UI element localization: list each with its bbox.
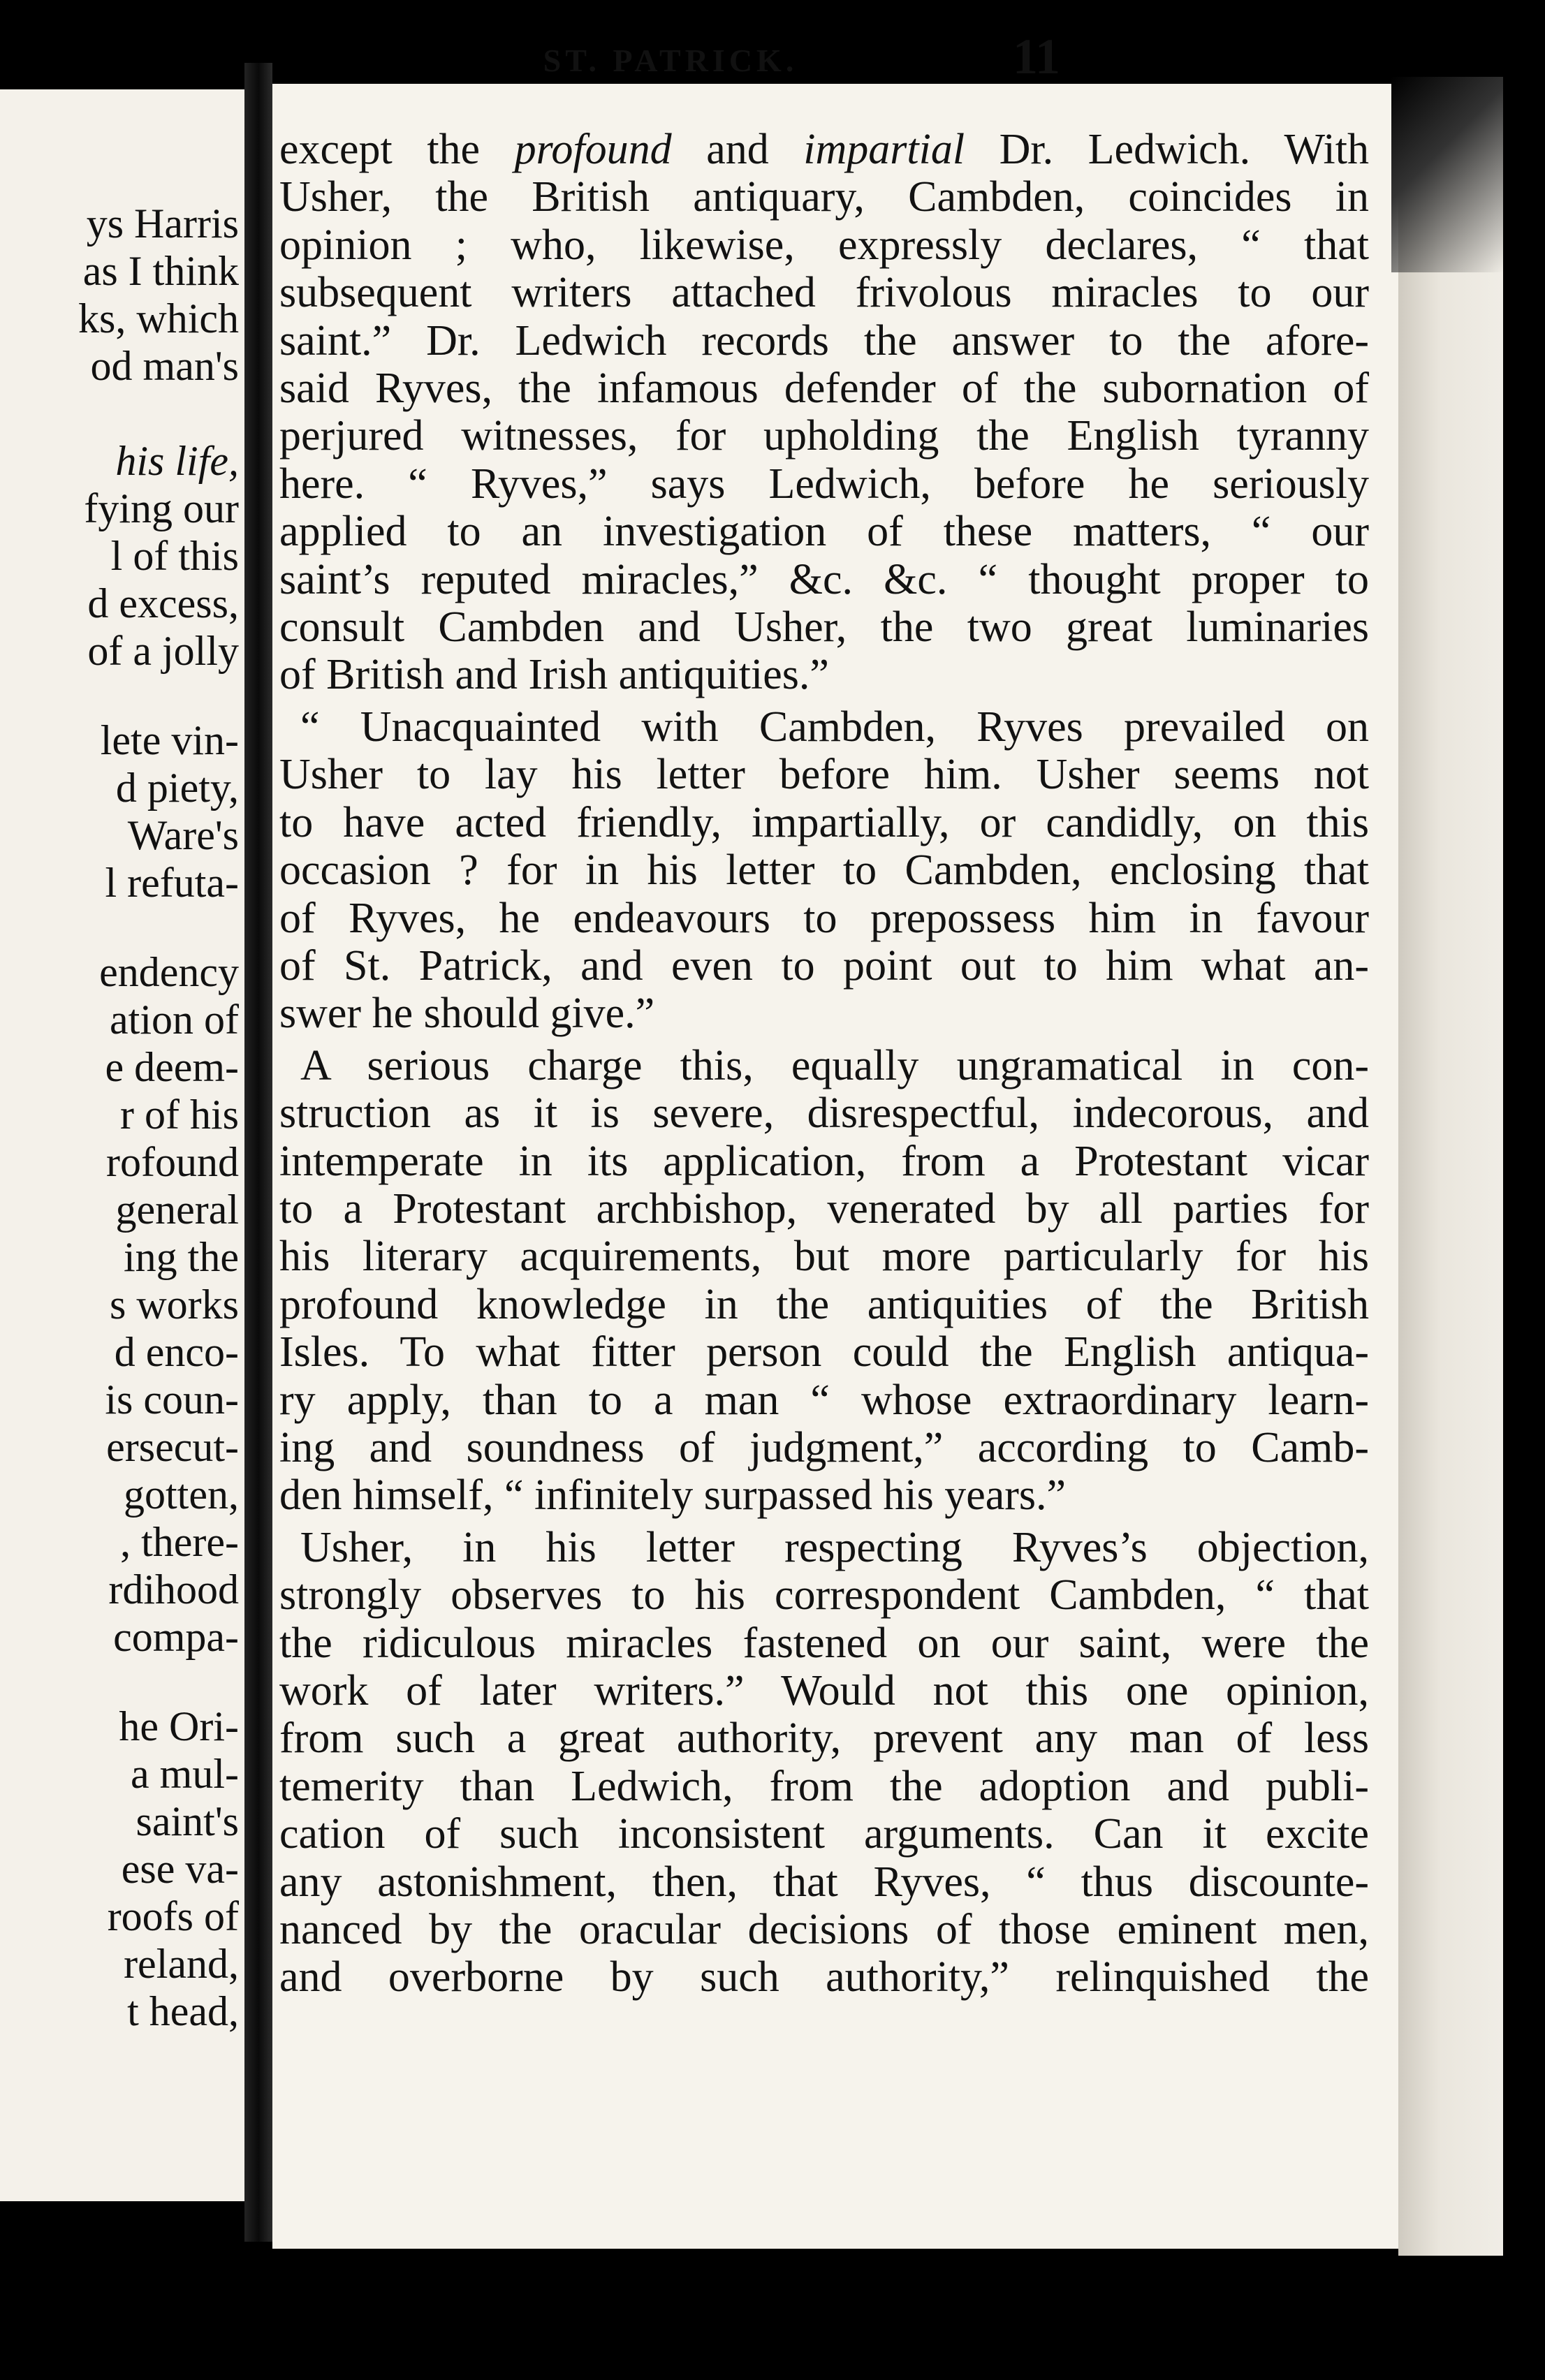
text-line: from such a great authority, prevent any man of less (279, 1714, 1369, 1763)
left-page-line: ing the (124, 1234, 239, 1280)
left-page-line: l of this (110, 533, 239, 579)
text-line: den himself, “ infinitely surpassed his years.” (279, 1471, 1067, 1520)
left-page-line: of a jolly (87, 628, 239, 674)
emphasis: profound (514, 126, 672, 173)
text-line: work of later writers.” Would not this one opinion, (279, 1667, 1369, 1714)
text-line: Usher, in his letter respecting Ryves’s objection, (300, 1523, 1369, 1571)
left-page-fragment (0, 89, 244, 2201)
text-line: said Ryves, the infamous defender of the subornation of (279, 365, 1369, 413)
text-line: subsequent writers attached frivolous miracles to our (279, 269, 1369, 317)
text-line: of Ryves, he endeavours to prepossess him in favour (279, 894, 1369, 942)
text-line: opinion ; who, likewise, expressly declares, “ that (279, 221, 1369, 269)
left-page-line: general (115, 1187, 239, 1233)
left-page-line: e deem- (105, 1044, 239, 1090)
left-page-line: , there- (120, 1519, 239, 1565)
left-page-line: ation of (110, 997, 239, 1043)
text-line: his literary acquirements, but more particularly for his (279, 1233, 1369, 1281)
left-page-line: ersecut- (106, 1424, 239, 1470)
left-page-line: compa- (113, 1614, 239, 1660)
text-line: and overborne by such authority,” relinquished the (279, 1953, 1369, 2001)
text-line: temerity than Ledwich, from the adoption and publi- (279, 1762, 1369, 1810)
text-line: to have acted friendly, impartially, or candidly, on this (279, 798, 1369, 846)
paragraph (279, 1524, 1369, 2001)
page-edge (1398, 77, 1503, 2256)
left-page-line: d piety, (115, 765, 239, 811)
text-line: any astonishment, then, that Ryves, “ thus discounte- (279, 1858, 1369, 1906)
running-head: ST. PATRICK. (543, 43, 798, 78)
left-page-line: l refuta- (105, 860, 239, 906)
left-page-line: s works (109, 1281, 239, 1328)
book-gutter (244, 63, 272, 2242)
left-page-line: he Ori- (119, 1703, 239, 1749)
left-page-line: rdihood (108, 1566, 239, 1613)
left-page-line: as I think (82, 248, 239, 294)
text-line: the ridiculous miracles fastened on our saint, were the (279, 1619, 1369, 1667)
text-line: except the profound and impartial Dr. Ledwich. With (279, 126, 1369, 173)
text-line: occasion ? for in his letter to Cambden, enclosing that (279, 846, 1369, 895)
left-page-line: ese va- (121, 1846, 239, 1892)
text-line: ing and soundness of judgment,” according to Camb- (279, 1423, 1369, 1471)
page-corner-fold (1391, 77, 1503, 272)
left-page-line: a mul- (131, 1751, 239, 1797)
left-page-line: ks, which (78, 295, 239, 341)
text-line: Isles. To what fitter person could the English antiqua- (279, 1328, 1369, 1376)
paragraph (279, 126, 1369, 699)
left-page-line: rofound (106, 1139, 239, 1185)
text-line: perjured witnesses, for upholding the English tyranny (279, 412, 1369, 460)
left-page-line: reland, (124, 1941, 239, 1987)
left-page-line: fying our (84, 485, 239, 531)
left-page-line: Ware's (127, 812, 239, 858)
text-line: nanced by the oracular decisions of those eminent men, (279, 1906, 1369, 1954)
text-line: A serious charge this, equally ungramatical in con- (300, 1041, 1369, 1089)
text-line: of St. Patrick, and even to point out to him what an- (279, 941, 1369, 990)
text-line: Usher to lay his letter before him. Usher seems not (279, 751, 1369, 799)
text-line: profound knowledge in the antiquities of the British (279, 1280, 1369, 1328)
text-line: “ Unacquainted with Cambden, Ryves prevailed on (300, 703, 1369, 751)
text-line: swer he should give.” (279, 990, 655, 1038)
text-line: intemperate in its application, from a Protestant vicar (279, 1137, 1369, 1185)
text-line: of British and Irish antiquities.” (279, 651, 829, 699)
paragraph (279, 1042, 1369, 1520)
emphasis: impartial (803, 126, 965, 173)
left-page-line: r of his (120, 1092, 239, 1138)
left-page-line: roofs of (107, 1893, 239, 1939)
left-page-line: is coun- (105, 1376, 239, 1423)
left-page-line: saint's (136, 1798, 239, 1844)
text-line: ry apply, than to a man “ whose extraordinary learn- (279, 1376, 1369, 1424)
paragraph (279, 703, 1369, 1038)
text-line: here. “ Ryves,” says Ledwich, before he seriously (279, 460, 1369, 508)
text-line: consult Cambden and Usher, the two great luminaries (279, 603, 1369, 652)
text-line: strongly observes to his correspondent Cambden, “ that (279, 1571, 1369, 1619)
text-line: saint’s reputed miracles,” &c. &c. “ thought proper to (279, 555, 1369, 603)
text-line: applied to an investigation of these matters, “ our (279, 508, 1369, 556)
left-page-line: od man's (90, 343, 239, 389)
left-page-line: d enco- (114, 1329, 239, 1375)
left-page-line: gotten, (124, 1471, 239, 1518)
text-line: Usher, the British antiquary, Cambden, coincides in (279, 173, 1369, 221)
left-page-line: his life, (115, 438, 239, 484)
left-page-line: endency (99, 949, 239, 995)
text-line: struction as it is severe, disrespectful, indecorous, and (279, 1089, 1369, 1138)
left-page-line: lete vin- (100, 717, 239, 763)
left-page-line: d excess, (87, 580, 239, 626)
text-line: saint.” Dr. Ledwich records the answer to the afore- (279, 316, 1369, 365)
text-line: cation of such inconsistent arguments. Can it excite (279, 1810, 1369, 1858)
body-text (279, 126, 1369, 2001)
left-page-line: t head, (127, 1988, 239, 2034)
page-number: 11 (1013, 29, 1061, 85)
text-line: to a Protestant archbishop, venerated by all parties for (279, 1184, 1369, 1233)
left-page-line: ys Harris (86, 200, 239, 247)
